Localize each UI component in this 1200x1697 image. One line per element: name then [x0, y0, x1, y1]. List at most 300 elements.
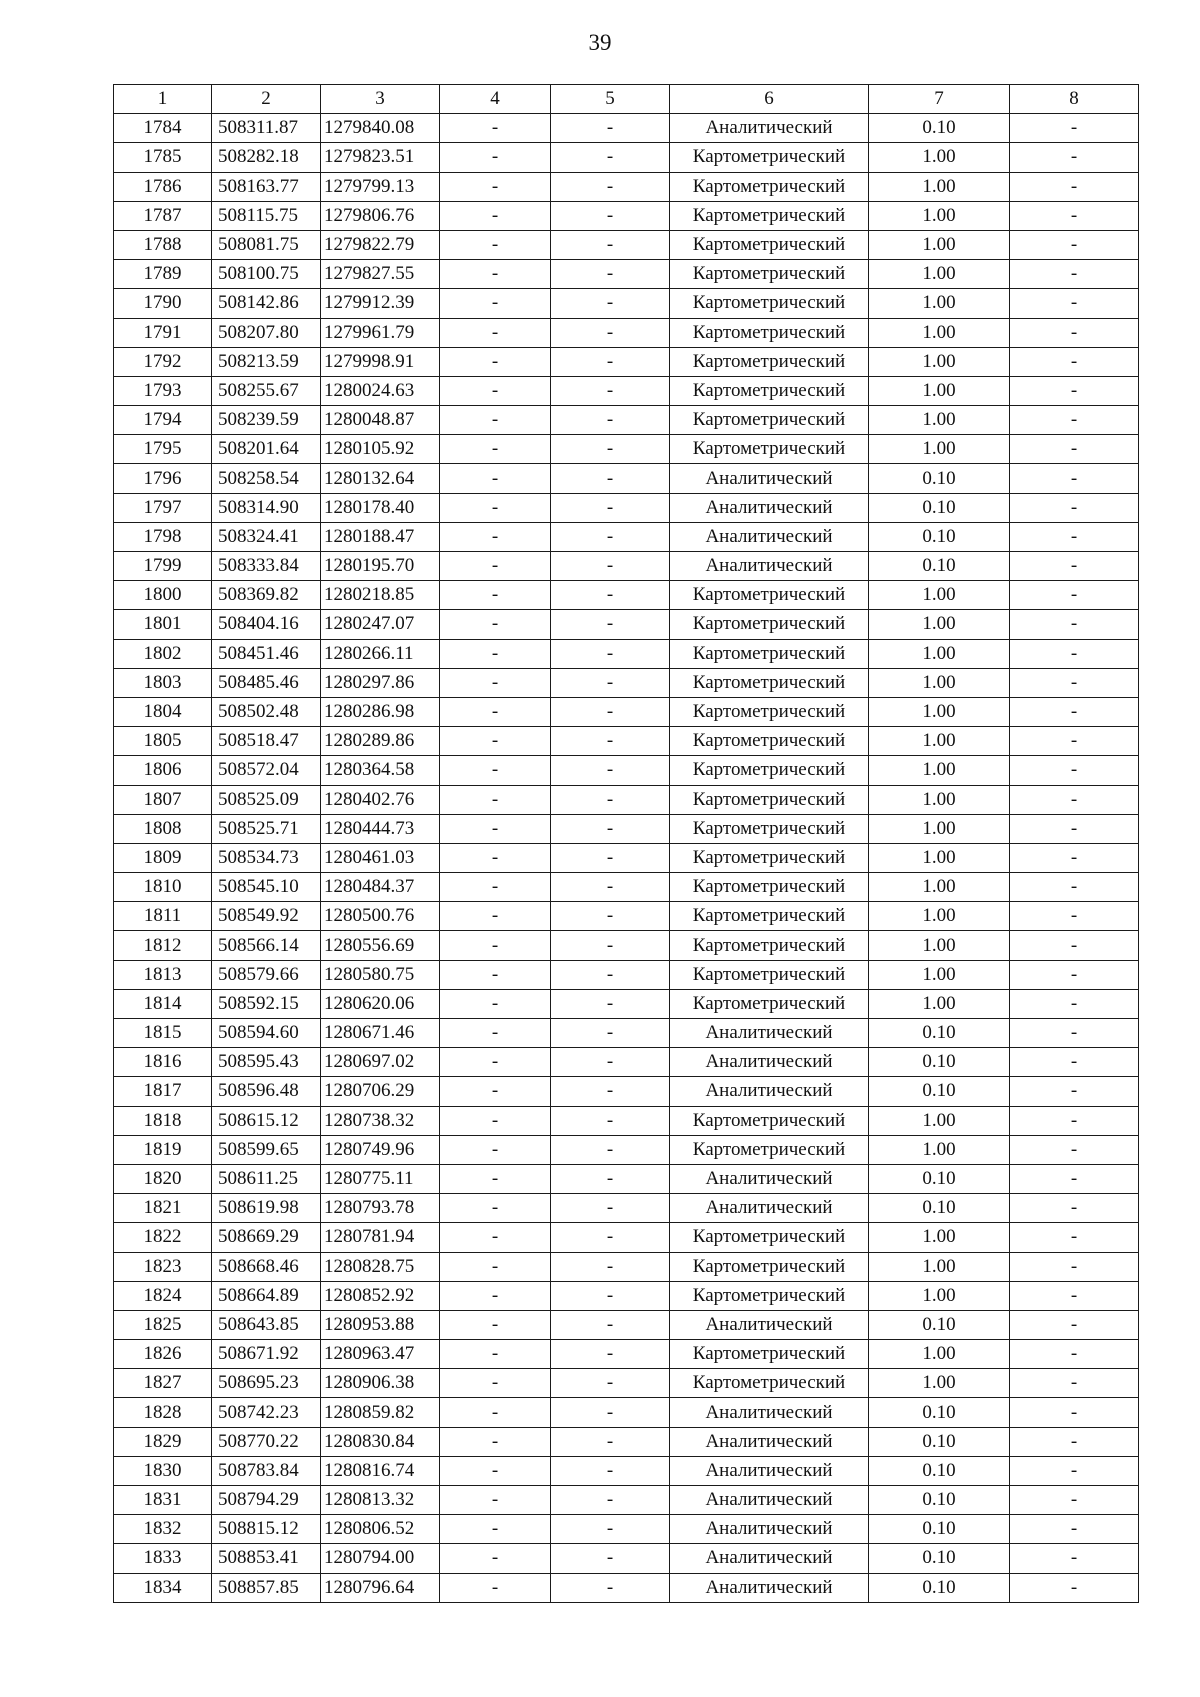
cell-method: Картометрический [670, 1340, 869, 1369]
cell-col-4: - [440, 785, 551, 814]
cell-accuracy: 0.10 [869, 552, 1010, 581]
cell-coord-x: 508794.29 [212, 1486, 321, 1515]
cell-col-5: - [551, 1310, 670, 1339]
cell-coord-y: 1280697.02 [321, 1048, 440, 1077]
cell-coord-x: 508502.48 [212, 697, 321, 726]
table-row [114, 552, 1139, 581]
cell-col-4: - [440, 318, 551, 347]
cell-col-5: - [551, 873, 670, 902]
cell-point-number: 1787 [114, 201, 212, 230]
header-cell-7: 7 [869, 85, 1010, 114]
cell-coord-x: 508615.12 [212, 1106, 321, 1135]
cell-accuracy: 1.00 [869, 435, 1010, 464]
cell-coord-x: 508081.75 [212, 230, 321, 259]
cell-method: Картометрический [670, 873, 869, 902]
cell-method: Картометрический [670, 639, 869, 668]
cell-col-8: - [1010, 230, 1139, 259]
cell-coord-x: 508451.46 [212, 639, 321, 668]
table-row [114, 318, 1139, 347]
cell-col-4: - [440, 873, 551, 902]
cell-col-5: - [551, 1048, 670, 1077]
table-row [114, 143, 1139, 172]
cell-point-number: 1825 [114, 1310, 212, 1339]
cell-col-5: - [551, 1019, 670, 1048]
cell-point-number: 1803 [114, 668, 212, 697]
cell-coord-y: 1280247.07 [321, 610, 440, 639]
cell-point-number: 1807 [114, 785, 212, 814]
cell-col-5: - [551, 318, 670, 347]
cell-point-number: 1791 [114, 318, 212, 347]
table-row [114, 931, 1139, 960]
cell-col-5: - [551, 727, 670, 756]
cell-point-number: 1815 [114, 1019, 212, 1048]
cell-col-4: - [440, 756, 551, 785]
cell-coord-x: 508664.89 [212, 1281, 321, 1310]
cell-col-8: - [1010, 172, 1139, 201]
cell-coord-x: 508592.15 [212, 989, 321, 1018]
cell-col-4: - [440, 552, 551, 581]
header-cell-5: 5 [551, 85, 670, 114]
cell-col-4: - [440, 464, 551, 493]
cell-col-8: - [1010, 697, 1139, 726]
cell-col-4: - [440, 1194, 551, 1223]
cell-method: Картометрический [670, 1281, 869, 1310]
cell-col-5: - [551, 1398, 670, 1427]
cell-method: Картометрический [670, 668, 869, 697]
cell-coord-x: 508258.54 [212, 464, 321, 493]
cell-coord-x: 508207.80 [212, 318, 321, 347]
cell-col-8: - [1010, 931, 1139, 960]
cell-point-number: 1806 [114, 756, 212, 785]
cell-coord-x: 508311.87 [212, 114, 321, 143]
cell-col-8: - [1010, 1164, 1139, 1193]
cell-coord-x: 508282.18 [212, 143, 321, 172]
cell-method: Картометрический [670, 785, 869, 814]
cell-col-5: - [551, 668, 670, 697]
cell-coord-y: 1280297.86 [321, 668, 440, 697]
cell-coord-y: 1279799.13 [321, 172, 440, 201]
cell-col-5: - [551, 1456, 670, 1485]
cell-coord-y: 1280289.86 [321, 727, 440, 756]
cell-method: Картометрический [670, 347, 869, 376]
cell-method: Картометрический [670, 376, 869, 405]
cell-col-4: - [440, 435, 551, 464]
cell-col-8: - [1010, 756, 1139, 785]
cell-coord-y: 1280132.64 [321, 464, 440, 493]
cell-col-5: - [551, 230, 670, 259]
cell-coord-y: 1280793.78 [321, 1194, 440, 1223]
cell-method: Картометрический [670, 902, 869, 931]
cell-coord-x: 508853.41 [212, 1544, 321, 1573]
cell-coord-y: 1280781.94 [321, 1223, 440, 1252]
table-row [114, 1252, 1139, 1281]
cell-point-number: 1829 [114, 1427, 212, 1456]
cell-col-8: - [1010, 1573, 1139, 1602]
cell-col-8: - [1010, 1398, 1139, 1427]
cell-accuracy: 1.00 [869, 1106, 1010, 1135]
header-cell-6: 6 [670, 85, 869, 114]
cell-method: Аналитический [670, 1310, 869, 1339]
cell-accuracy: 0.10 [869, 1427, 1010, 1456]
cell-point-number: 1813 [114, 960, 212, 989]
cell-col-5: - [551, 814, 670, 843]
cell-coord-y: 1279823.51 [321, 143, 440, 172]
table-row [114, 1223, 1139, 1252]
cell-col-8: - [1010, 1515, 1139, 1544]
cell-coord-x: 508369.82 [212, 581, 321, 610]
cell-col-5: - [551, 785, 670, 814]
cell-col-4: - [440, 522, 551, 551]
cell-coord-x: 508669.29 [212, 1223, 321, 1252]
header-cell-2: 2 [212, 85, 321, 114]
cell-point-number: 1820 [114, 1164, 212, 1193]
cell-point-number: 1805 [114, 727, 212, 756]
cell-point-number: 1834 [114, 1573, 212, 1602]
cell-col-4: - [440, 668, 551, 697]
cell-point-number: 1799 [114, 552, 212, 581]
cell-accuracy: 1.00 [869, 902, 1010, 931]
cell-col-5: - [551, 902, 670, 931]
cell-col-4: - [440, 843, 551, 872]
table-row [114, 464, 1139, 493]
cell-col-4: - [440, 260, 551, 289]
cell-coord-y: 1279998.91 [321, 347, 440, 376]
cell-method: Аналитический [670, 493, 869, 522]
cell-col-5: - [551, 1077, 670, 1106]
cell-coord-x: 508525.71 [212, 814, 321, 843]
cell-accuracy: 1.00 [869, 1135, 1010, 1164]
table-row [114, 1106, 1139, 1135]
cell-accuracy: 1.00 [869, 697, 1010, 726]
cell-col-8: - [1010, 464, 1139, 493]
cell-method: Картометрический [670, 1223, 869, 1252]
cell-col-8: - [1010, 1223, 1139, 1252]
cell-col-4: - [440, 230, 551, 259]
cell-accuracy: 1.00 [869, 814, 1010, 843]
cell-accuracy: 0.10 [869, 1048, 1010, 1077]
cell-coord-x: 508572.04 [212, 756, 321, 785]
cell-coord-y: 1280048.87 [321, 406, 440, 435]
cell-coord-y: 1280794.00 [321, 1544, 440, 1573]
table-row [114, 756, 1139, 785]
cell-col-8: - [1010, 493, 1139, 522]
cell-col-8: - [1010, 610, 1139, 639]
cell-col-4: - [440, 639, 551, 668]
cell-col-8: - [1010, 873, 1139, 902]
cell-point-number: 1833 [114, 1544, 212, 1573]
table-row [114, 960, 1139, 989]
cell-accuracy: 0.10 [869, 1456, 1010, 1485]
cell-coord-x: 508485.46 [212, 668, 321, 697]
cell-accuracy: 1.00 [869, 230, 1010, 259]
header-row [114, 85, 1139, 114]
cell-col-8: - [1010, 785, 1139, 814]
cell-point-number: 1796 [114, 464, 212, 493]
cell-coord-x: 508314.90 [212, 493, 321, 522]
cell-method: Аналитический [670, 1164, 869, 1193]
cell-coord-x: 508255.67 [212, 376, 321, 405]
cell-coord-x: 508404.16 [212, 610, 321, 639]
cell-point-number: 1826 [114, 1340, 212, 1369]
cell-col-4: - [440, 1252, 551, 1281]
cell-coord-x: 508566.14 [212, 931, 321, 960]
cell-coord-x: 508201.64 [212, 435, 321, 464]
cell-point-number: 1816 [114, 1048, 212, 1077]
cell-col-4: - [440, 1515, 551, 1544]
table-row [114, 1310, 1139, 1339]
cell-col-4: - [440, 289, 551, 318]
cell-coord-y: 1279822.79 [321, 230, 440, 259]
cell-col-4: - [440, 610, 551, 639]
table-row [114, 785, 1139, 814]
cell-accuracy: 1.00 [869, 1252, 1010, 1281]
cell-method: Аналитический [670, 552, 869, 581]
cell-coord-y: 1280461.03 [321, 843, 440, 872]
table-row [114, 201, 1139, 230]
table-row [114, 1456, 1139, 1485]
cell-col-8: - [1010, 260, 1139, 289]
cell-col-5: - [551, 1515, 670, 1544]
cell-coord-x: 508549.92 [212, 902, 321, 931]
cell-col-5: - [551, 1427, 670, 1456]
cell-col-8: - [1010, 406, 1139, 435]
cell-method: Картометрический [670, 1135, 869, 1164]
cell-col-8: - [1010, 814, 1139, 843]
cell-col-5: - [551, 172, 670, 201]
cell-coord-y: 1280500.76 [321, 902, 440, 931]
cell-accuracy: 1.00 [869, 989, 1010, 1018]
cell-accuracy: 1.00 [869, 668, 1010, 697]
cell-coord-y: 1280828.75 [321, 1252, 440, 1281]
cell-accuracy: 1.00 [869, 1223, 1010, 1252]
table-row [114, 522, 1139, 551]
cell-col-4: - [440, 1427, 551, 1456]
cell-point-number: 1792 [114, 347, 212, 376]
cell-method: Картометрический [670, 843, 869, 872]
cell-col-4: - [440, 902, 551, 931]
cell-point-number: 1794 [114, 406, 212, 435]
cell-method: Картометрический [670, 960, 869, 989]
cell-col-8: - [1010, 1369, 1139, 1398]
cell-coord-y: 1280178.40 [321, 493, 440, 522]
cell-col-5: - [551, 756, 670, 785]
cell-accuracy: 1.00 [869, 960, 1010, 989]
cell-col-5: - [551, 406, 670, 435]
table-row [114, 1048, 1139, 1077]
cell-col-4: - [440, 1369, 551, 1398]
cell-accuracy: 1.00 [869, 260, 1010, 289]
cell-col-8: - [1010, 1106, 1139, 1135]
cell-accuracy: 0.10 [869, 464, 1010, 493]
cell-col-5: - [551, 1135, 670, 1164]
cell-col-4: - [440, 172, 551, 201]
cell-coord-y: 1280105.92 [321, 435, 440, 464]
cell-col-4: - [440, 114, 551, 143]
table-row [114, 1340, 1139, 1369]
cell-col-8: - [1010, 1019, 1139, 1048]
cell-col-4: - [440, 1077, 551, 1106]
table-row [114, 435, 1139, 464]
cell-method: Аналитический [670, 1515, 869, 1544]
cell-point-number: 1804 [114, 697, 212, 726]
cell-col-5: - [551, 1340, 670, 1369]
cell-col-8: - [1010, 1281, 1139, 1310]
cell-point-number: 1831 [114, 1486, 212, 1515]
cell-col-8: - [1010, 1194, 1139, 1223]
cell-accuracy: 0.10 [869, 1019, 1010, 1048]
cell-accuracy: 0.10 [869, 1398, 1010, 1427]
cell-col-4: - [440, 347, 551, 376]
table-header [114, 85, 1139, 114]
header-cell-4: 4 [440, 85, 551, 114]
cell-method: Картометрический [670, 610, 869, 639]
cell-accuracy: 0.10 [869, 1515, 1010, 1544]
cell-col-4: - [440, 1048, 551, 1077]
header-cell-1: 1 [114, 85, 212, 114]
cell-accuracy: 0.10 [869, 1310, 1010, 1339]
cell-col-8: - [1010, 1310, 1139, 1339]
cell-method: Картометрический [670, 1252, 869, 1281]
cell-col-5: - [551, 989, 670, 1018]
cell-method: Картометрический [670, 289, 869, 318]
cell-col-4: - [440, 201, 551, 230]
cell-coord-x: 508213.59 [212, 347, 321, 376]
cell-accuracy: 1.00 [869, 1340, 1010, 1369]
cell-method: Аналитический [670, 464, 869, 493]
cell-col-5: - [551, 610, 670, 639]
table-row [114, 610, 1139, 639]
cell-point-number: 1785 [114, 143, 212, 172]
cell-coord-x: 508770.22 [212, 1427, 321, 1456]
cell-accuracy: 1.00 [869, 201, 1010, 230]
table-row [114, 1398, 1139, 1427]
cell-coord-y: 1280830.84 [321, 1427, 440, 1456]
table-row [114, 873, 1139, 902]
cell-coord-x: 508594.60 [212, 1019, 321, 1048]
cell-col-5: - [551, 1223, 670, 1252]
cell-coord-y: 1280402.76 [321, 785, 440, 814]
cell-col-8: - [1010, 1427, 1139, 1456]
cell-col-4: - [440, 1281, 551, 1310]
cell-col-4: - [440, 1135, 551, 1164]
cell-method: Картометрический [670, 814, 869, 843]
table-row [114, 1573, 1139, 1602]
cell-col-5: - [551, 1369, 670, 1398]
cell-col-4: - [440, 1340, 551, 1369]
cell-accuracy: 0.10 [869, 1544, 1010, 1573]
cell-col-4: - [440, 406, 551, 435]
cell-col-4: - [440, 727, 551, 756]
cell-col-8: - [1010, 318, 1139, 347]
cell-col-8: - [1010, 581, 1139, 610]
cell-col-8: - [1010, 727, 1139, 756]
cell-coord-x: 508518.47 [212, 727, 321, 756]
cell-col-5: - [551, 1106, 670, 1135]
cell-method: Аналитический [670, 522, 869, 551]
cell-coord-y: 1280266.11 [321, 639, 440, 668]
cell-coord-y: 1280775.11 [321, 1164, 440, 1193]
cell-accuracy: 1.00 [869, 873, 1010, 902]
table-row [114, 639, 1139, 668]
cell-coord-y: 1280024.63 [321, 376, 440, 405]
cell-col-5: - [551, 960, 670, 989]
cell-point-number: 1795 [114, 435, 212, 464]
cell-method: Картометрический [670, 201, 869, 230]
cell-method: Аналитический [670, 1077, 869, 1106]
cell-coord-y: 1280813.32 [321, 1486, 440, 1515]
cell-coord-y: 1280953.88 [321, 1310, 440, 1339]
cell-col-8: - [1010, 843, 1139, 872]
cell-col-8: - [1010, 143, 1139, 172]
cell-coord-y: 1280188.47 [321, 522, 440, 551]
cell-point-number: 1793 [114, 376, 212, 405]
cell-accuracy: 1.00 [869, 1369, 1010, 1398]
cell-accuracy: 1.00 [869, 581, 1010, 610]
cell-point-number: 1786 [114, 172, 212, 201]
cell-coord-x: 508545.10 [212, 873, 321, 902]
cell-coord-x: 508695.23 [212, 1369, 321, 1398]
cell-coord-y: 1280620.06 [321, 989, 440, 1018]
cell-col-5: - [551, 114, 670, 143]
cell-coord-y: 1280906.38 [321, 1369, 440, 1398]
cell-coord-x: 508534.73 [212, 843, 321, 872]
cell-col-5: - [551, 1486, 670, 1515]
cell-col-5: - [551, 143, 670, 172]
cell-col-4: - [440, 1164, 551, 1193]
cell-coord-x: 508619.98 [212, 1194, 321, 1223]
cell-coord-y: 1280444.73 [321, 814, 440, 843]
table-row [114, 989, 1139, 1018]
cell-coord-y: 1280859.82 [321, 1398, 440, 1427]
cell-point-number: 1817 [114, 1077, 212, 1106]
table-row [114, 668, 1139, 697]
cell-col-5: - [551, 1164, 670, 1193]
cell-method: Картометрический [670, 1106, 869, 1135]
table-row [114, 260, 1139, 289]
cell-point-number: 1789 [114, 260, 212, 289]
cell-point-number: 1824 [114, 1281, 212, 1310]
cell-accuracy: 1.00 [869, 318, 1010, 347]
cell-coord-x: 508671.92 [212, 1340, 321, 1369]
cell-method: Аналитический [670, 1427, 869, 1456]
cell-col-8: - [1010, 902, 1139, 931]
cell-method: Картометрический [670, 756, 869, 785]
table-row [114, 902, 1139, 931]
cell-coord-x: 508595.43 [212, 1048, 321, 1077]
cell-coord-x: 508668.46 [212, 1252, 321, 1281]
cell-point-number: 1800 [114, 581, 212, 610]
table-row [114, 1486, 1139, 1515]
table-row [114, 843, 1139, 872]
cell-accuracy: 1.00 [869, 610, 1010, 639]
coordinates-table [113, 84, 1139, 1603]
cell-point-number: 1819 [114, 1135, 212, 1164]
cell-coord-x: 508611.25 [212, 1164, 321, 1193]
cell-col-5: - [551, 522, 670, 551]
cell-coord-y: 1280671.46 [321, 1019, 440, 1048]
table-body [114, 114, 1139, 1603]
cell-col-8: - [1010, 347, 1139, 376]
cell-coord-x: 508142.86 [212, 289, 321, 318]
cell-col-5: - [551, 843, 670, 872]
cell-coord-y: 1280195.70 [321, 552, 440, 581]
cell-method: Картометрический [670, 230, 869, 259]
table-row [114, 1135, 1139, 1164]
table-row [114, 1427, 1139, 1456]
cell-col-8: - [1010, 1077, 1139, 1106]
cell-coord-x: 508324.41 [212, 522, 321, 551]
cell-col-5: - [551, 260, 670, 289]
